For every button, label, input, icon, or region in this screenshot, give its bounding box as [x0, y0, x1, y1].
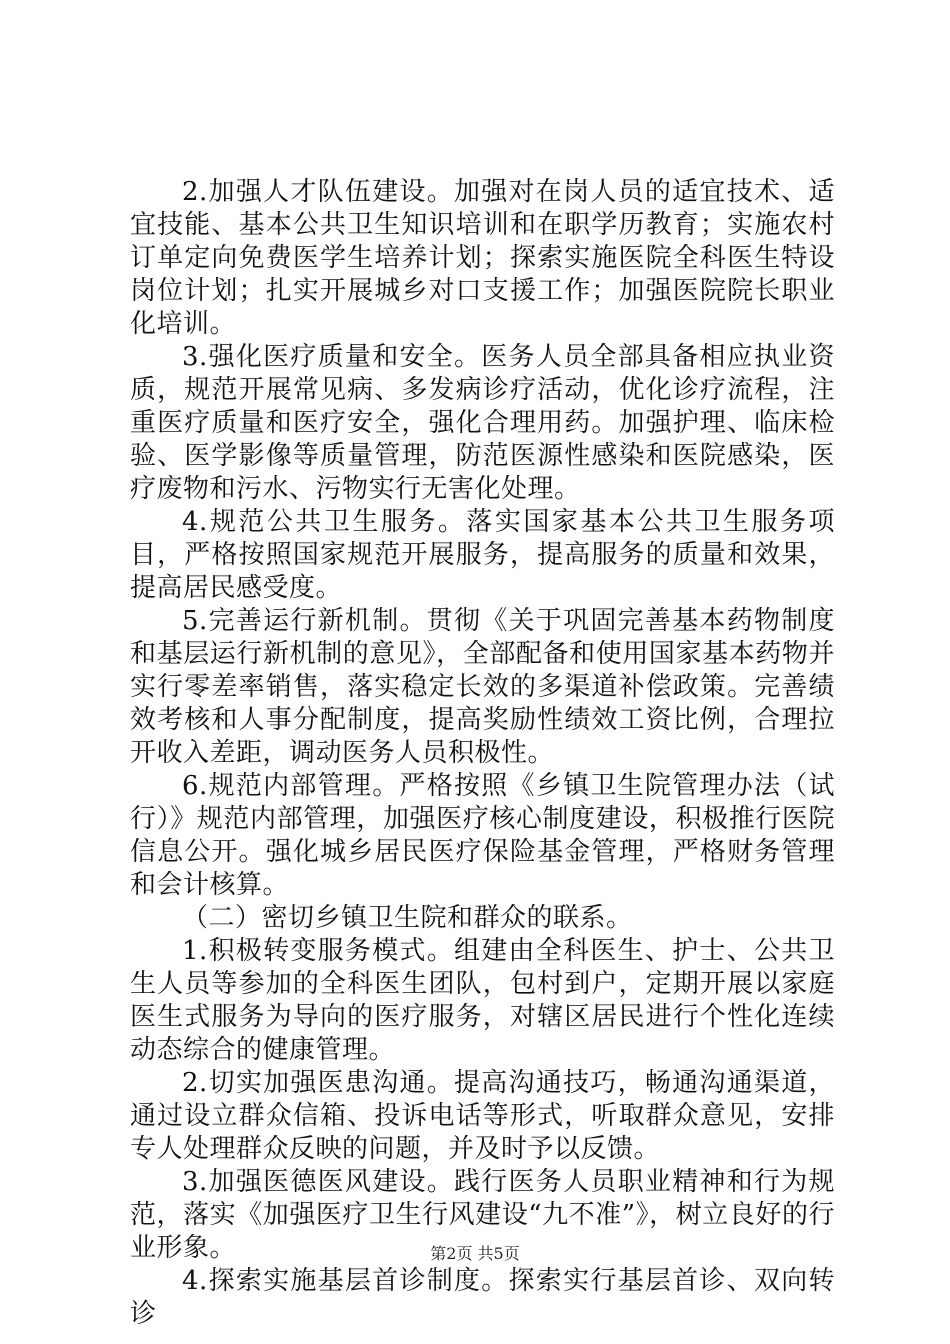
paragraph-mechanism: 5.完善运行新机制。贯彻《关于巩固完善基本药物制度和基层运行新机制的意见》，全部配备和使用国家基本药物并实行零差率销售，落实稳定长效的多渠道补偿政策。完善绩效考核和人事分配制度，提高奖励性绩效工资比例，合理拉开收入差距，调动医务人员积极性。 — [130, 606, 835, 768]
paragraph-ethics: 3.加强医德医风建设。践行医务人员职业精神和行为规范，落实《加强医疗卫生行风建设“九不准”》，树立良好的行业形象。 — [130, 1167, 835, 1263]
paragraph-internal-management: 6.规范内部管理。严格按照《乡镇卫生院管理办法（试行）》规范内部管理，加强医疗核心制度建设，积极推行医院信息公开。强化城乡居民医疗保险基金管理，严格财务管理和会计核算。 — [130, 771, 835, 900]
paragraph-talent: 2.加强人才队伍建设。加强对在岗人员的适宜技术、适宜技能、基本公共卫生知识培训和在职学历教育；实施农村订单定向免费医学生培养计划；探索实施医院全科医生特设岗位计划；扎实开展城乡对口支援工作；加强医院院长职业化培训。 — [130, 177, 835, 339]
paragraph-service-model: 1.积极转变服务模式。组建由全科医生、护士、公共卫生人员等参加的全科医生团队，包村到户，定期开展以家庭医生式服务为导向的医疗服务，对辖区居民进行个性化连续动态综合的健康管理。 — [130, 936, 835, 1065]
page-footer: 第2页 共5页 — [430, 1244, 520, 1263]
document-body — [130, 176, 835, 1331]
paragraph-communication: 2.切实加强医患沟通。提高沟通技巧，畅通沟通渠道，通过设立群众信箱、投诉电话等形式，听取群众意见，安排专人处理群众反映的问题，并及时予以反馈。 — [130, 1068, 835, 1164]
paragraph-first-diagnosis: 4.探索实施基层首诊制度。探索实行基层首诊、双向转诊 — [130, 1266, 835, 1329]
paragraph-public-health: 4.规范公共卫生服务。落实国家基本公共卫生服务项目，严格按照国家规范开展服务，提高服务的质量和效果，提高居民感受度。 — [130, 507, 835, 603]
section-heading-two: （二）密切乡镇卫生院和群众的联系。 — [182, 903, 633, 933]
paragraph-quality-safety: 3.强化医疗质量和安全。医务人员全部具备相应执业资质，规范开展常见病、多发病诊疗活动，优化诊疗流程，注重医疗质量和医疗安全，强化合理用药。加强护理、临床检验、医学影像等质量管理，防范医源性感染和医院感染，医疗废物和污水、污物实行无害化处理。 — [130, 342, 835, 504]
